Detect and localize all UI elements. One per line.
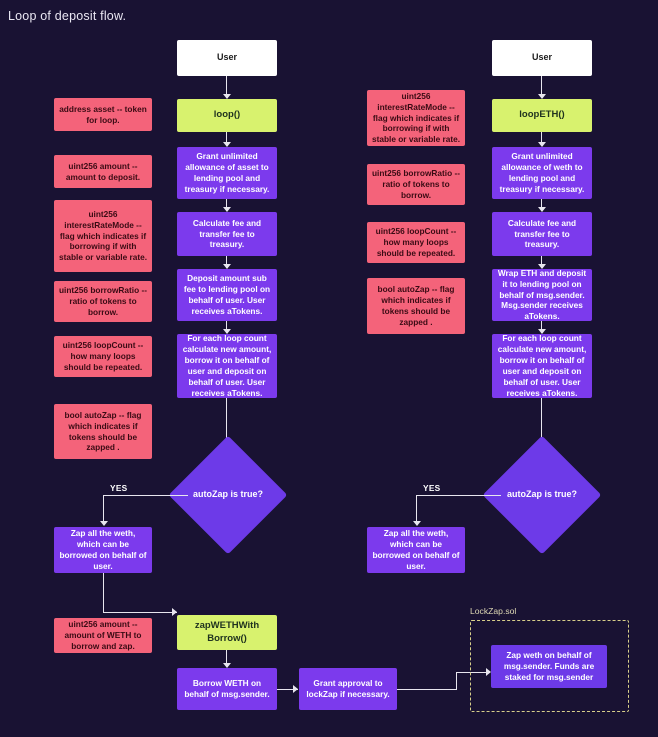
right-step-3: For each loop count calculate new amount, borrow it on behalf of user and deposit on behalf of user. User receives aTokens. bbox=[492, 334, 592, 398]
left-zap-entry: zapWETHWith Borrow() bbox=[177, 615, 277, 650]
connector-left-decision-yes-v bbox=[103, 495, 104, 524]
arrowhead-left-zap bbox=[100, 521, 108, 526]
connector-right-decision-yes-h bbox=[416, 495, 501, 496]
arrowhead-right-zap bbox=[413, 521, 421, 526]
connector-left-zap-to-entry-v bbox=[103, 573, 104, 613]
right-actor-user: User bbox=[492, 40, 592, 76]
right-decision-label: autoZap is true? bbox=[506, 489, 577, 500]
left-param-0: address asset -- token for loop. bbox=[54, 98, 152, 131]
right-param-3: bool autoZap -- flag which indicates if tokens should be zapped . bbox=[367, 278, 465, 334]
right-step-1: Calculate fee and transfer fee to treasury. bbox=[492, 212, 592, 256]
left-actor-user: User bbox=[177, 40, 277, 76]
right-entry-loopeth: loopETH() bbox=[492, 99, 592, 132]
arrowhead-left-zap-entry bbox=[172, 608, 177, 616]
connector-approval-to-group-v bbox=[456, 672, 457, 690]
left-param-3: uint256 borrowRatio -- ratio of tokens to borrow. bbox=[54, 281, 152, 322]
left-step-0: Grant unlimited allowance of asset to lending pool and treasury if necessary. bbox=[177, 147, 277, 199]
left-step-1: Calculate fee and transfer fee to treasury. bbox=[177, 212, 277, 256]
left-approval-step: Grant approval to lockZap if necessary. bbox=[299, 668, 397, 710]
connector-left-zap-to-entry-h bbox=[103, 612, 177, 613]
left-borrow-step: Borrow WETH on behalf of msg.sender. bbox=[177, 668, 277, 710]
left-param-5: bool autoZap -- flag which indicates if tokens should be zapped . bbox=[54, 404, 152, 459]
right-zap-step: Zap all the weth, which can be borrowed on behalf of user. bbox=[367, 527, 465, 573]
left-param-4: uint256 loopCount -- how many loops should be repeated. bbox=[54, 336, 152, 377]
left-decision-label: autoZap is true? bbox=[192, 489, 263, 500]
left-edge-label-yes: YES bbox=[110, 483, 128, 493]
left-param-2: uint256 interestRateMode -- flag which indicates if borrowing if with stable or variable rate. bbox=[54, 200, 152, 272]
right-edge-label-yes: YES bbox=[423, 483, 441, 493]
connector-right-decision-yes-v bbox=[416, 495, 417, 524]
page-title: Loop of deposit flow. bbox=[8, 9, 127, 23]
right-param-1: uint256 borrowRatio -- ratio of tokens to borrow. bbox=[367, 164, 465, 205]
connector-approval-to-group-h1 bbox=[397, 689, 457, 690]
left-zap-step: Zap all the weth, which can be borrowed on behalf of user. bbox=[54, 527, 152, 573]
right-step-0: Grant unlimited allowance of weth to lending pool and treasury if necessary. bbox=[492, 147, 592, 199]
right-decision-autozap bbox=[500, 453, 584, 537]
connector-right-user-to-entry bbox=[541, 76, 542, 96]
left-param-1: uint256 amount -- amount to deposit. bbox=[54, 155, 152, 188]
right-param-2: uint256 loopCount -- how many loops should be repeated. bbox=[367, 222, 465, 263]
arrowhead-left-approval bbox=[293, 685, 298, 693]
group-node-zap-weth: Zap weth on behalf of msg.sender. Funds are staked for msg.sender bbox=[491, 645, 607, 688]
group-label-lockzap: LockZap.sol bbox=[470, 606, 517, 616]
left-zap-param: uint256 amount -- amount of WETH to borrow and zap. bbox=[54, 618, 152, 653]
connector-left-user-to-entry bbox=[226, 76, 227, 96]
left-step-3: For each loop count calculate new amount, borrow it on behalf of user and deposit on behalf of user. User receives aTokens. bbox=[177, 334, 277, 398]
left-step-2: Deposit amount sub fee to lending pool on behalf of user. User receives aTokens. bbox=[177, 269, 277, 321]
right-param-0: uint256 interestRateMode -- flag which indicates if borrowing if with stable or variable rate. bbox=[367, 90, 465, 146]
left-decision-autozap bbox=[186, 453, 270, 537]
connector-left-decision-yes-h bbox=[103, 495, 188, 496]
right-step-2: Wrap ETH and deposit it to lending pool on behalf of msg.sender. Msg.sender receives aTokens. bbox=[492, 269, 592, 321]
left-entry-loop: loop() bbox=[177, 99, 277, 132]
